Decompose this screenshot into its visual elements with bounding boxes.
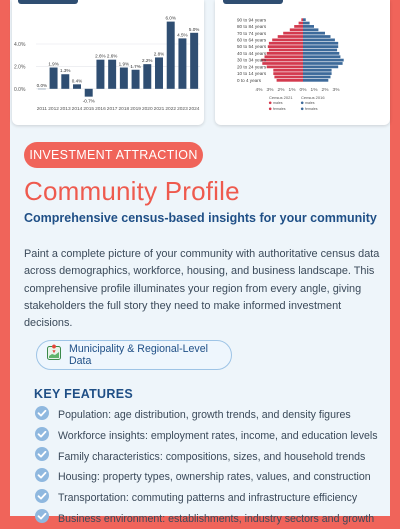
x-tick-label: 2021 (154, 106, 165, 112)
check-circle-icon (34, 446, 50, 467)
bar (303, 39, 335, 42)
x-tick-label: 0% (300, 87, 308, 93)
feature-item (34, 488, 384, 509)
bar (269, 49, 303, 52)
key-features-title: KEY FEATURES (34, 387, 133, 401)
bar (120, 68, 128, 89)
y-tick-label: 70 to 74 years (237, 31, 267, 36)
x-tick-label: 2012 (48, 106, 59, 112)
feature-item (34, 508, 384, 529)
feature-text: Business environment: establishments, industry sectors and growth (58, 513, 374, 525)
data-level-label: Municipality & Regional-Level Data (69, 343, 231, 367)
bar (303, 18, 306, 21)
x-tick-label: 2020 (142, 106, 153, 112)
bar (303, 35, 331, 38)
feature-text: Population: age distribution, growth trends, and density figures (58, 409, 351, 421)
legend-header: Census 2016 (301, 95, 325, 100)
legend-header: Census 2021 (269, 95, 293, 100)
y-tick-label: 30 to 34 years (237, 58, 267, 63)
bar (303, 76, 331, 79)
bar (167, 22, 175, 89)
bar (272, 39, 303, 42)
bar (303, 32, 325, 35)
y-tick-label: 50 to 54 years (237, 44, 267, 49)
legend-swatch (269, 108, 272, 111)
bar (96, 60, 104, 89)
category-tag: INVESTMENT ATTRACTION (24, 142, 203, 168)
bar (303, 72, 332, 75)
bar (269, 42, 303, 45)
x-tick-label: 2019 (130, 106, 141, 112)
y-tick-label: 2.0% (14, 64, 26, 70)
bar (274, 76, 303, 79)
feature-item (34, 405, 384, 426)
map-icon (47, 346, 61, 365)
x-tick-label: 2016 (95, 106, 106, 112)
page-title: Community Profile (24, 176, 240, 207)
bar (50, 68, 58, 89)
bar (299, 22, 303, 25)
bar (294, 25, 303, 28)
legend-label: males (305, 101, 315, 105)
data-label: 2.6% (107, 54, 117, 59)
legend-label: females (273, 107, 286, 111)
data-label: 5.0% (189, 27, 199, 32)
check-circle-icon (34, 467, 50, 488)
data-label: 6.0% (165, 16, 175, 21)
x-tick-label: 1% (311, 87, 319, 93)
data-label: 2.2% (142, 58, 152, 63)
data-label: 1.7% (130, 64, 140, 69)
bar (273, 72, 303, 75)
x-tick-label: 2011 (37, 106, 48, 112)
bar (261, 59, 303, 62)
bar (301, 18, 303, 21)
bar (290, 28, 303, 31)
x-tick-label: 2015 (83, 106, 94, 112)
x-tick-label: 2% (278, 87, 286, 93)
check-circle-icon (34, 426, 50, 447)
y-tick-label: 90 to 94 years (237, 17, 267, 22)
bar (303, 42, 338, 45)
bar (303, 55, 340, 58)
bar (303, 22, 310, 25)
bar (303, 59, 344, 62)
bar (108, 60, 116, 89)
y-tick-label: 0.0% (14, 87, 26, 93)
feature-item (34, 467, 384, 488)
x-tick-label: 2022 (165, 106, 176, 112)
feature-text: Workforce insights: employment rates, income, and education levels (58, 430, 378, 442)
bar (267, 65, 303, 68)
bar (277, 79, 303, 82)
legend-swatch (301, 108, 304, 111)
check-circle-icon (34, 508, 50, 529)
bar (268, 45, 303, 48)
bar (155, 57, 163, 88)
feature-text: Housing: property types, ownership rates, values, and construction (58, 471, 371, 483)
y-tick-label: 80 to 84 years (237, 24, 267, 29)
x-tick-label: 2017 (107, 106, 118, 112)
data-label: 2.8% (154, 51, 164, 56)
data-label: 1.9% (48, 62, 58, 67)
x-tick-label: 4% (256, 87, 264, 93)
check-circle-icon (34, 488, 50, 509)
feature-text: Family characteristics: compositions, sizes, and household trends (58, 451, 365, 463)
bar (262, 62, 303, 65)
feature-item (34, 446, 384, 467)
data-label: 2.6% (95, 54, 105, 59)
bar (143, 64, 151, 89)
description: Paint a complete picture of your community with authoritative census data across demographics, workforce, housing, and business landscape. This comprehensive profile illuminates your region from every angle, giving stakeholders the full story they need to make informed investment decisions. (24, 246, 380, 332)
bar (303, 79, 328, 82)
bar (303, 25, 314, 28)
growth-bar-chart (12, 0, 204, 125)
y-tick-label: 20 to 24 years (237, 64, 267, 69)
x-tick-label: 3% (267, 87, 275, 93)
legend-label: males (273, 101, 283, 105)
population-pyramid-preview[interactable] (215, 0, 390, 125)
bar (190, 33, 198, 89)
bar (73, 84, 81, 88)
page-subtitle: Comprehensive census-based insights for your community (24, 211, 384, 225)
y-tick-label: 0 to 4 years (237, 78, 262, 83)
data-label: 0.4% (72, 78, 82, 83)
x-tick-label: 2023 (177, 106, 188, 112)
feature-item (34, 426, 384, 447)
bar (303, 69, 332, 72)
bar (132, 70, 140, 89)
bar (303, 28, 318, 31)
data-label: 1.9% (119, 62, 129, 67)
population-pyramid-chart (215, 0, 390, 125)
feature-text: Transportation: commuting patterns and infrastructure efficiency (58, 492, 357, 504)
bar (85, 89, 93, 97)
legend-label: females (305, 107, 318, 111)
product-card (10, 0, 390, 516)
x-tick-label: 2013 (60, 106, 71, 112)
x-tick-label: 2018 (119, 106, 130, 112)
y-tick-label: 40 to 44 years (237, 51, 267, 56)
bar (303, 52, 339, 55)
check-circle-icon (34, 405, 50, 426)
bar (273, 69, 303, 72)
bar (265, 55, 304, 58)
bar (303, 45, 338, 48)
y-tick-label: 60 to 64 years (237, 37, 267, 42)
data-level-pill[interactable] (36, 340, 232, 370)
x-tick-label: 2024 (189, 106, 200, 112)
legend-swatch (269, 102, 272, 105)
x-tick-label: 1% (289, 87, 297, 93)
bar (283, 32, 303, 35)
data-label: 1.3% (60, 68, 70, 73)
bar (303, 65, 338, 68)
bar (303, 62, 343, 65)
x-tick-label: 2% (322, 87, 330, 93)
bar (278, 35, 303, 38)
bar (303, 49, 337, 52)
y-tick-label: 4.0% (14, 42, 26, 48)
growth-chart-preview[interactable] (12, 0, 204, 125)
x-tick-label: 3% (333, 87, 341, 93)
key-features-list (34, 405, 384, 529)
legend-swatch (301, 102, 304, 105)
data-label: -0.7% (83, 99, 95, 104)
y-tick-label: 10 to 14 years (237, 71, 267, 76)
bar (61, 74, 69, 89)
data-label: 4.5% (177, 32, 187, 37)
bar (267, 52, 303, 55)
bar (178, 38, 186, 88)
x-tick-label: 2014 (72, 106, 83, 112)
data-label: 0.0% (37, 83, 47, 88)
